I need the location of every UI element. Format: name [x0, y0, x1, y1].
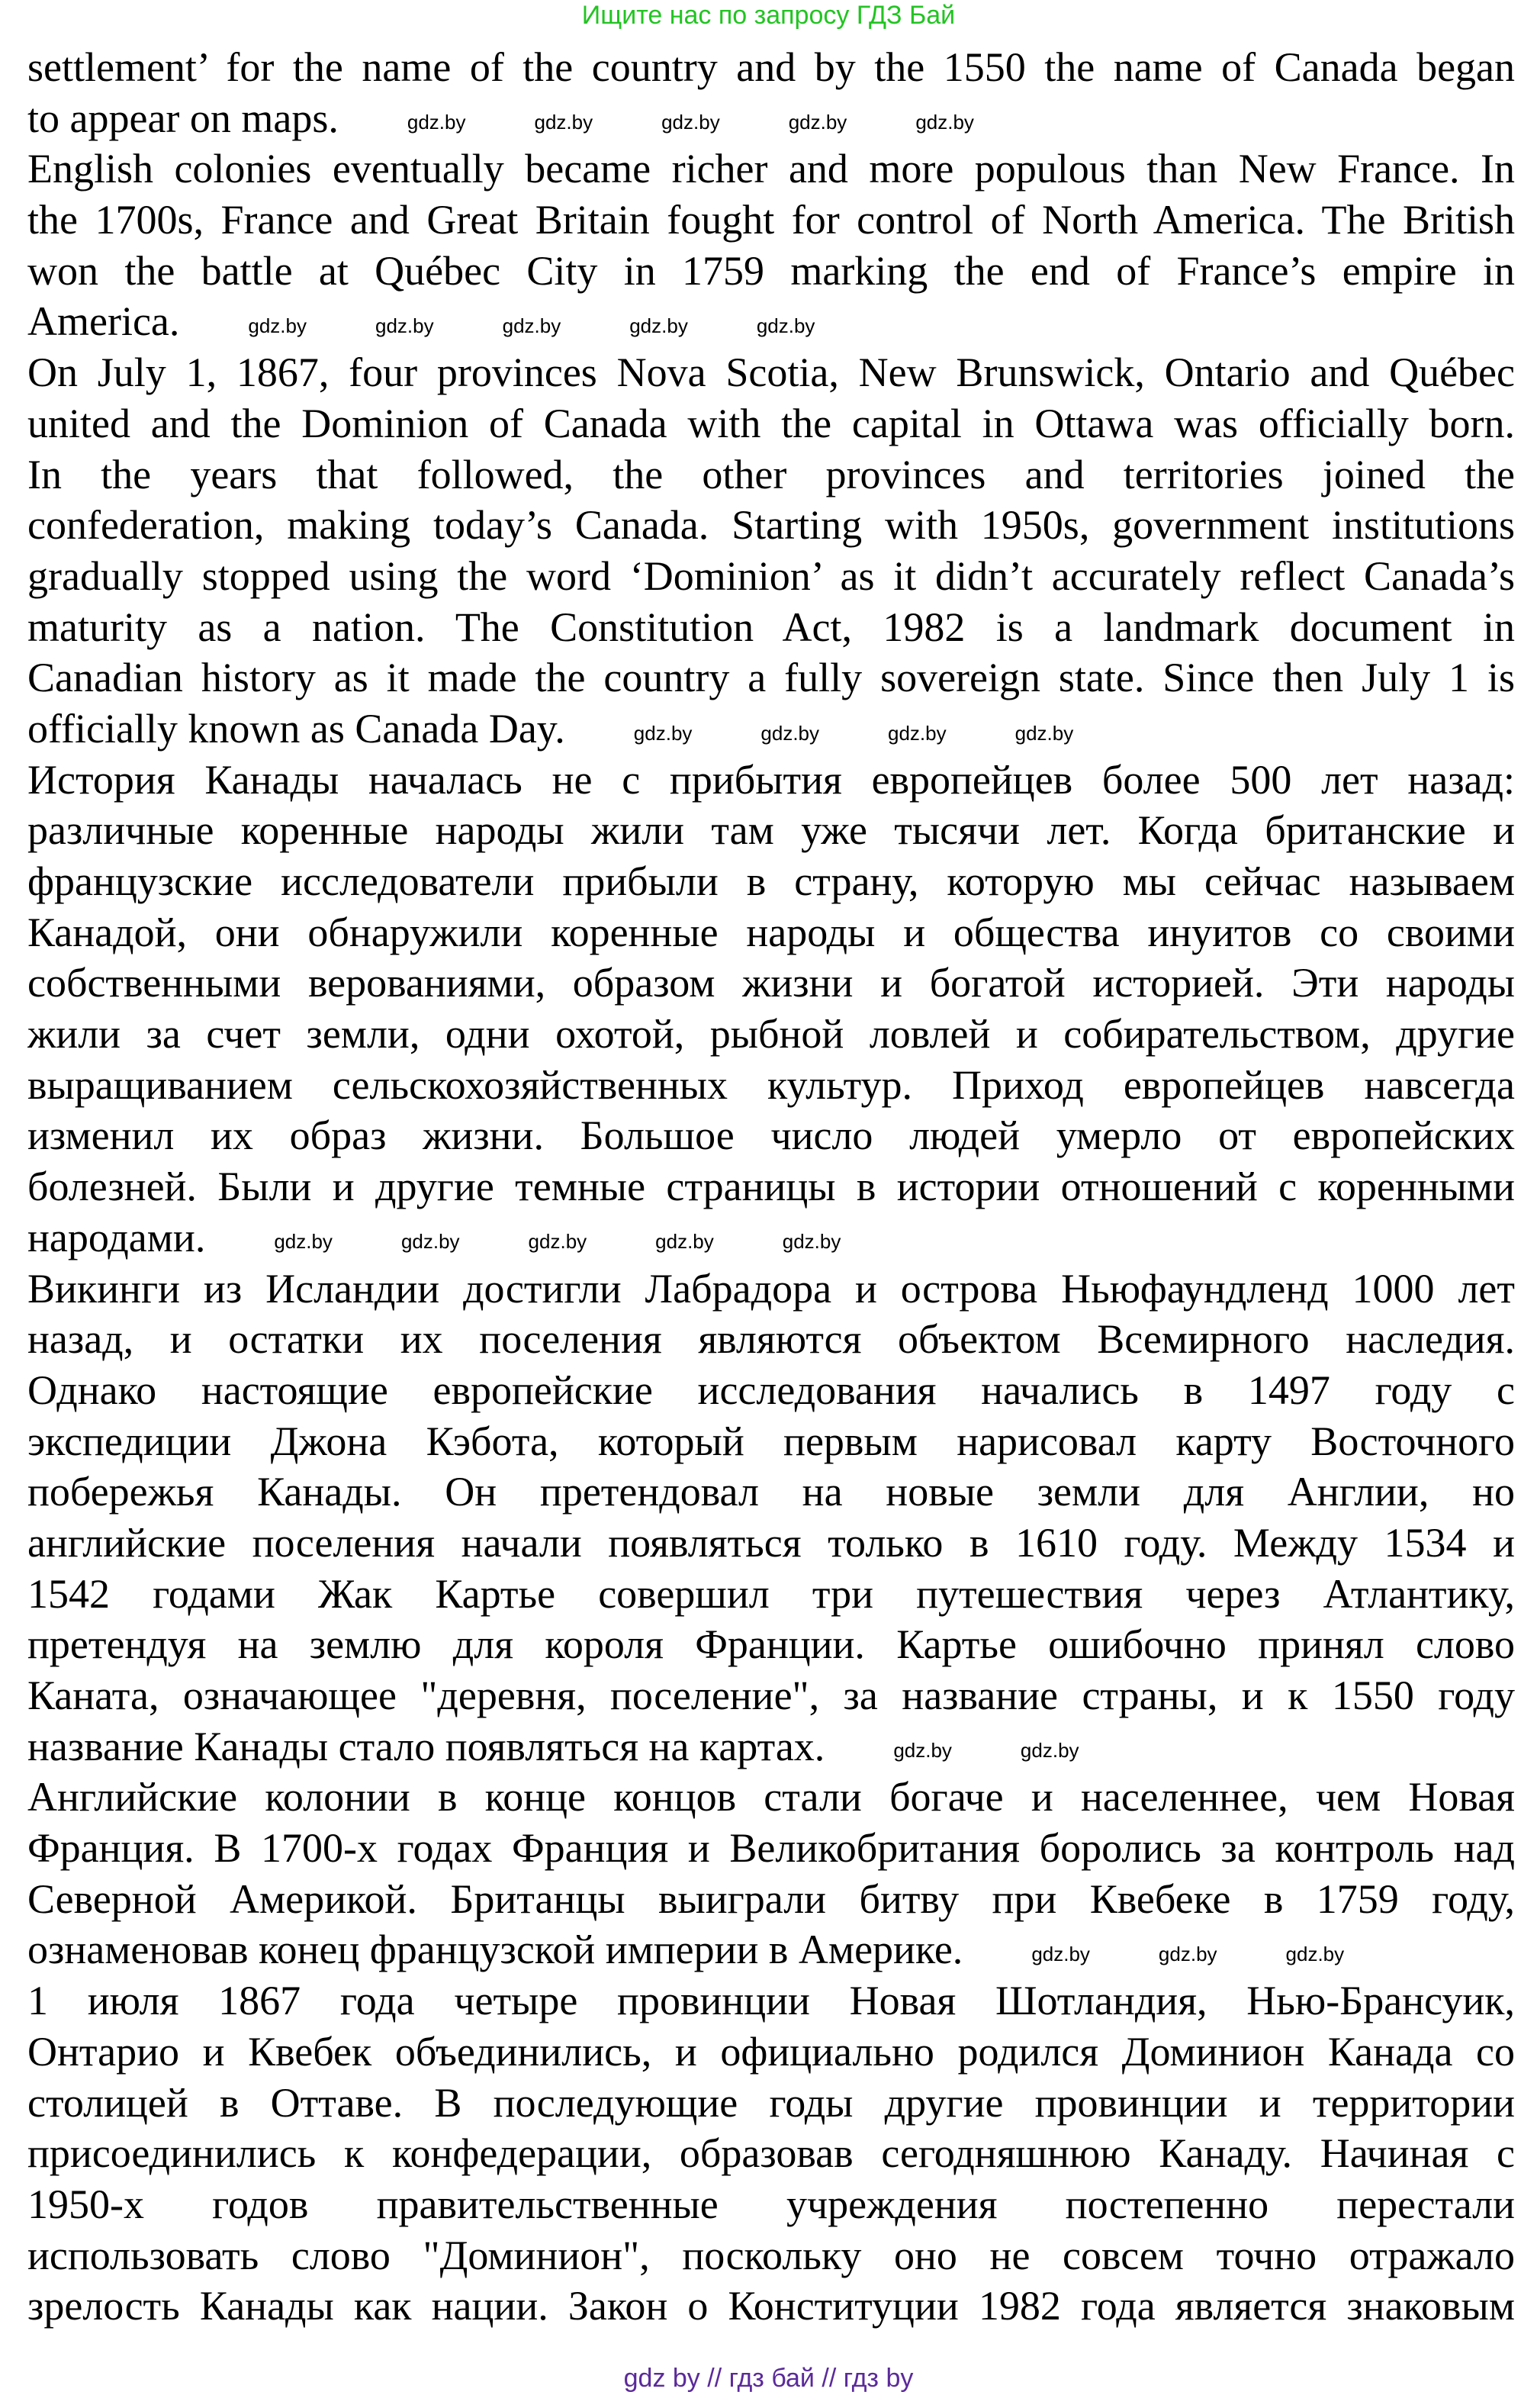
watermark-text: gdz.by: [788, 111, 847, 134]
text-line: [27, 1110, 1515, 1161]
text-line: [27, 2128, 1515, 2179]
text-line: [27, 1365, 1515, 1416]
watermark-text: gdz.by: [502, 314, 561, 338]
text-line: [27, 1569, 1515, 1620]
watermark-text: gdz.by: [1285, 1943, 1345, 1966]
watermark-text: gdz.by: [655, 1230, 714, 1254]
text-line-content: французские исследователи прибыли в страну, которую мы сейчас называем: [27, 858, 1515, 904]
text-line-content: In the years that followed, the other provinces and territories joined the: [27, 451, 1515, 497]
search-hint-banner: Ищите нас по запросу ГДЗ Бай: [581, 1, 956, 30]
text-line-content: Канадой, они обнаружили коренные народы и общества инуитов со своими: [27, 909, 1515, 955]
text-line-content: gradually stopped using the word ‘Dominion’ as it didn’t accurately reflect Canada’s: [27, 552, 1515, 599]
watermark-text: gdz.by: [629, 314, 688, 338]
text-line-content: История Канады началась не с прибытия европейцев более 500 лет назад:: [27, 756, 1515, 803]
text-line-content: столицей в Оттаве. В последующие годы другие провинции и территории: [27, 2079, 1515, 2126]
text-line-content: жили за счет земли, одни охотой, рыбной ловлей и собирательством, другие: [27, 1011, 1515, 1058]
text-line: [27, 1518, 1515, 1569]
text-line: [27, 1212, 1515, 1264]
text-line-content: Франция. В 1700-х годах Франция и Великобритания боролись за контроль над: [27, 1825, 1515, 1872]
text-line: [27, 1314, 1515, 1365]
text-line: [27, 652, 1515, 703]
text-line: [27, 296, 1515, 347]
text-line-content: ознаменовав конец французской империи в Америке.: [27, 1927, 963, 1973]
watermark-text: gdz.by: [534, 111, 593, 134]
text-line-content: использовать слово "Доминион", поскольку оно не совсем точно отражало: [27, 2232, 1515, 2278]
text-line: [27, 143, 1515, 195]
watermark-text: gdz.by: [274, 1230, 333, 1254]
watermark-text: gdz.by: [248, 314, 307, 338]
watermark-text: gdz.by: [760, 721, 820, 745]
text-line-content: выращиванием сельскохозяйственных культур. Приход европейцев навсегда: [27, 1061, 1515, 1108]
text-line-content: болезней. Были и другие темные страницы в истории отношений с коренными: [27, 1164, 1515, 1210]
text-line: [27, 500, 1515, 551]
text-line-content: English colonies eventually became richer and more populous than New France. In: [27, 146, 1515, 192]
text-line-content: претендуя на землю для короля Франции. Картье ошибочно принял слово: [27, 1621, 1515, 1668]
text-line-content: to appear on maps.: [27, 95, 339, 141]
text-line-content: the 1700s, France and Great Britain fought for control of North America. The British: [27, 197, 1515, 243]
text-line-content: народами.: [27, 1214, 206, 1260]
text-line: [27, 2179, 1515, 2230]
text-line-content: экспедиции Джона Кэбота, который первым нарисовал карту Восточного: [27, 1418, 1515, 1464]
document-text: [27, 42, 1515, 2332]
text-line-content: назад, и остатки их поселения являются объектом Всемирного наследия.: [27, 1316, 1515, 1363]
text-line: [27, 856, 1515, 907]
text-line-content: officially known as Canada Day.: [27, 705, 565, 752]
text-line-content: изменил их образ жизни. Большое число людей умерло от европейских: [27, 1112, 1515, 1159]
text-line: [27, 1161, 1515, 1212]
text-line-content: maturity as a nation. The Constitution Act, 1982 is a landmark document in: [27, 604, 1515, 650]
watermark-text: gdz.by: [915, 111, 974, 134]
text-line: [27, 958, 1515, 1009]
text-line: [27, 347, 1515, 398]
text-line-content: Викинги из Исландии достигли Лабрадора и острова Ньюфаундленд 1000 лет: [27, 1265, 1515, 1312]
text-line: [27, 1416, 1515, 1467]
text-line-content: побережья Канады. Он претендовал на новые земли для Англии, но: [27, 1469, 1515, 1515]
watermark-text: gdz.by: [888, 721, 947, 745]
text-line-content: зрелость Канады как нации. Закон о Конституции 1982 года является знаковым: [27, 2283, 1515, 2329]
text-line-content: On July 1, 1867, four provinces Nova Scotia, New Brunswick, Ontario and Québec: [27, 349, 1515, 396]
text-line-content: won the battle at Québec City in 1759 marking the end of France’s empire in: [27, 247, 1515, 294]
text-line: [27, 1823, 1515, 1874]
text-line: [27, 1975, 1515, 2027]
text-line-content: Однако настоящие европейские исследования начались в 1497 году с: [27, 1367, 1515, 1413]
text-line: [27, 551, 1515, 602]
watermark-text: gdz.by: [1014, 721, 1074, 745]
text-line-content: Северной Америкой. Британцы выиграли битву при Квебеке в 1759 году,: [27, 1875, 1515, 1922]
text-line-content: Каната, означающее "деревня, поселение", за название страны, и к 1550 году: [27, 1672, 1515, 1718]
text-line: [27, 2078, 1515, 2129]
text-line: [27, 449, 1515, 501]
text-line: [27, 42, 1515, 93]
text-line: [27, 246, 1515, 297]
watermark-text: gdz.by: [1020, 1739, 1079, 1763]
text-line: [27, 1772, 1515, 1823]
text-line: [27, 1924, 1515, 1975]
watermark-text: gdz.by: [893, 1739, 952, 1763]
text-line: [27, 2027, 1515, 2078]
text-line: [27, 1264, 1515, 1315]
text-line-content: America.: [27, 298, 180, 345]
watermark-text: gdz.by: [400, 1230, 460, 1254]
text-line-content: united and the Dominion of Canada with the capital in Ottawa was officially born.: [27, 400, 1515, 446]
text-line: [27, 907, 1515, 958]
text-line: [27, 602, 1515, 653]
text-line: [27, 1009, 1515, 1060]
text-line-content: английские поселения начали появляться только в 1610 году. Между 1534 и: [27, 1519, 1515, 1566]
watermark-text: gdz.by: [1158, 1943, 1217, 1966]
text-line: [27, 2230, 1515, 2281]
watermark-text: gdz.by: [782, 1230, 841, 1254]
text-line-content: присоединились к конфедерации, образовав сегодняшнюю Канаду. Начиная с: [27, 2130, 1515, 2177]
watermark-text: gdz.by: [661, 111, 720, 134]
text-line-content: 1 июля 1867 года четыре провинции Новая Шотландия, Нью-Брансуик,: [27, 1978, 1515, 2024]
watermark-text: gdz.by: [756, 314, 815, 338]
text-line-content: settlement’ for the name of the country and by the 1550 the name of Canada began: [27, 44, 1515, 90]
text-line: [27, 195, 1515, 246]
text-line: [27, 1721, 1515, 1772]
text-line-content: название Канады стало появляться на картах.: [27, 1723, 825, 1769]
text-line-content: 1542 годами Жак Картье совершил три путешествия через Атлантику,: [27, 1570, 1515, 1617]
text-line: [27, 93, 1515, 144]
text-line-content: 1950-х годов правительственные учреждения постепенно перестали: [27, 2181, 1515, 2227]
text-line-content: Онтарио и Квебек объединились, и официально родился Доминион Канада со: [27, 2028, 1515, 2075]
watermark-text: gdz.by: [633, 721, 693, 745]
text-line: [27, 1874, 1515, 1925]
watermark-text: gdz.by: [528, 1230, 587, 1254]
watermark-text: gdz.by: [1031, 1943, 1090, 1966]
text-line-content: confederation, making today’s Canada. Starting with 1950s, government institutions: [27, 502, 1515, 549]
watermark-text: gdz.by: [375, 314, 434, 338]
watermark-text: gdz.by: [407, 111, 466, 134]
text-line: [27, 755, 1515, 806]
text-line: [27, 1466, 1515, 1518]
text-line: [27, 703, 1515, 755]
text-line-content: различные коренные народы жили там уже тысячи лет. Когда британские и: [27, 807, 1515, 854]
text-line-content: Canadian history as it made the country a fully sovereign state. Since then July 1 is: [27, 655, 1515, 701]
text-line: [27, 805, 1515, 856]
footer-links[interactable]: gdz by // гдз бай // гдз by: [623, 2364, 914, 2393]
text-line: [27, 1619, 1515, 1670]
text-line: [27, 398, 1515, 449]
text-line: [27, 1060, 1515, 1111]
text-line: [27, 1670, 1515, 1721]
text-line: [27, 2281, 1515, 2332]
text-line-content: Английские колонии в конце концов стали богаче и населеннее, чем Новая: [27, 1774, 1515, 1820]
text-line-content: собственными верованиями, образом жизни и богатой историей. Эти народы: [27, 960, 1515, 1006]
